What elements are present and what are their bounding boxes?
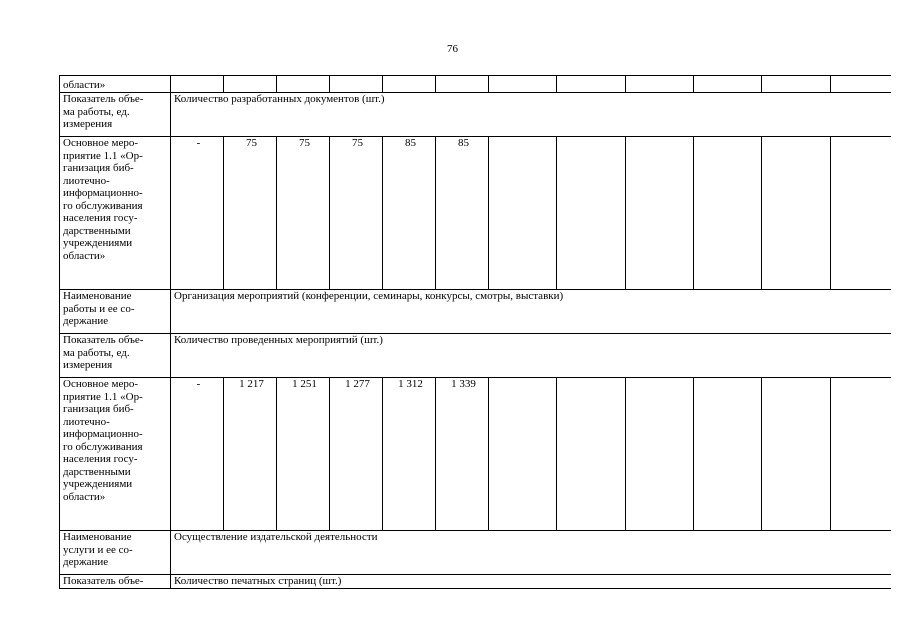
empty-cell [762, 76, 831, 93]
row-label: Основное меро- приятие 1.1 «Ор- ганизация биб- лиотечно- информационно- го обслуживания населения госу- дарственными учреждениями области» [60, 378, 171, 531]
value-cell [626, 137, 694, 290]
table-row [60, 290, 891, 334]
row-label: Показатель объе- ма работы, ед. измерения [60, 334, 171, 378]
row-label: области» [60, 76, 171, 93]
table-row [60, 76, 891, 93]
value-cell [694, 137, 762, 290]
value-cell: 85 [436, 137, 489, 290]
value-cell [831, 378, 891, 531]
value-cell: 85 [383, 137, 436, 290]
table-row [60, 531, 891, 575]
empty-cell [626, 76, 694, 93]
empty-cell [330, 76, 383, 93]
table-row [60, 378, 891, 531]
value-cell [762, 378, 831, 531]
row-description: Количество печатных страниц (шт.) [171, 575, 891, 589]
value-cell: 75 [277, 137, 330, 290]
empty-cell [831, 76, 891, 93]
row-description: Организация мероприятий (конференции, семинары, конкурсы, смотры, выставки) [171, 290, 891, 334]
value-cell: 1 339 [436, 378, 489, 531]
page-number: 76 [447, 43, 458, 55]
row-description: Осуществление издательской деятельности [171, 531, 891, 575]
value-cell: - [171, 378, 224, 531]
row-label: Наименование услуги и ее со- держание [60, 531, 171, 575]
empty-cell [383, 76, 436, 93]
value-cell [831, 137, 891, 290]
empty-cell [489, 76, 557, 93]
value-cell: 75 [224, 137, 277, 290]
value-cell [626, 378, 694, 531]
empty-cell [557, 76, 626, 93]
row-label: Показатель объе- ма работы, ед. измерения [60, 93, 171, 137]
value-cell: - [171, 137, 224, 290]
table-row [60, 137, 891, 290]
value-cell [694, 378, 762, 531]
value-cell [762, 137, 831, 290]
value-cell: 1 312 [383, 378, 436, 531]
empty-cell [694, 76, 762, 93]
row-description: Количество проведенных мероприятий (шт.) [171, 334, 891, 378]
value-cell [557, 137, 626, 290]
row-label: Показатель объе- [60, 575, 171, 589]
indicator-table [59, 75, 891, 589]
value-cell: 75 [330, 137, 383, 290]
value-cell: 1 251 [277, 378, 330, 531]
table-row [60, 575, 891, 589]
value-cell: 1 217 [224, 378, 277, 531]
row-label: Основное меро- приятие 1.1 «Ор- ганизация биб- лиотечно- информационно- го обслуживания населения госу- дарственными учреждениями области» [60, 137, 171, 290]
empty-cell [171, 76, 224, 93]
value-cell [489, 378, 557, 531]
empty-cell [224, 76, 277, 93]
table-row [60, 93, 891, 137]
value-cell: 1 277 [330, 378, 383, 531]
empty-cell [436, 76, 489, 93]
empty-cell [277, 76, 330, 93]
row-description: Количество разработанных документов (шт.) [171, 93, 891, 137]
row-label: Наименование работы и ее со- держание [60, 290, 171, 334]
value-cell [489, 137, 557, 290]
value-cell [557, 378, 626, 531]
table-row [60, 334, 891, 378]
